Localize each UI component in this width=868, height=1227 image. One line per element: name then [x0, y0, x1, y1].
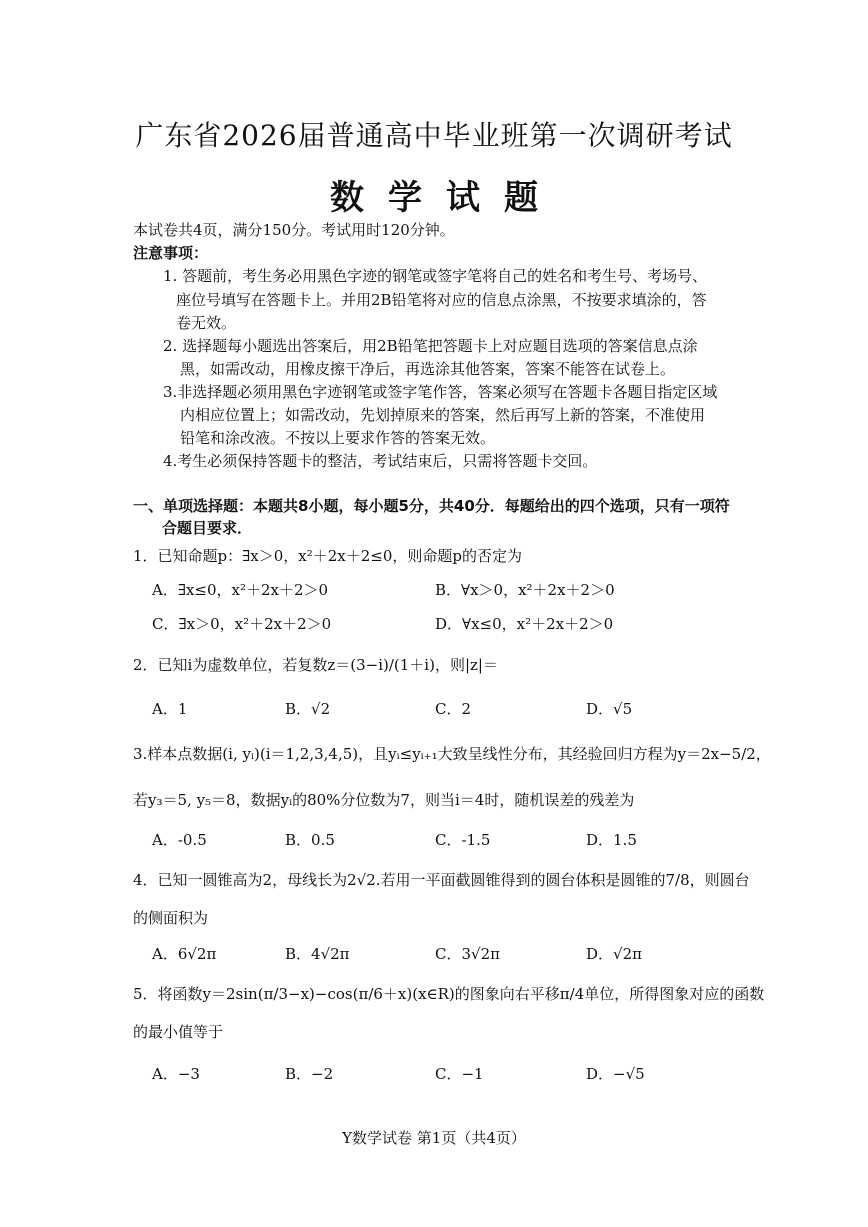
exam-title: 广东省2026届普通高中毕业班第一次调研考试 [135, 119, 733, 152]
q5-option-b: B．−2 [285, 1065, 334, 1083]
section-heading-cont: 合题目要求． [162, 519, 253, 537]
q4-option-c: C．3√2π [435, 945, 500, 963]
notice-line: 2. 选择题每小题选出答案后，用2B铅笔把答题卡上对应题目选项的答案信息点涂 [163, 337, 698, 355]
section-heading: 一、单项选择题：本题共8小题，每小题5分，共40分．每题给出的四个选项，只有一项符 [133, 497, 730, 515]
notice-line: 铅笔和涂改液。不按以上要求作答的答案无效。 [180, 429, 496, 447]
notice-line: 1. 答题前，考生务必用黑色字迹的钢笔或签字笔将自己的姓名和考生号、考场号、 [163, 267, 708, 285]
question-3-stem-cont: 若y₃＝5, y₅＝8，数据yᵢ的80%分位数为7，则当i＝4时，随机误差的残差为 [133, 791, 635, 809]
q5-option-a: A．−3 [152, 1065, 200, 1083]
q1-option-c: C．∃x＞0，x²＋2x＋2＞0 [152, 615, 332, 633]
notice-line: 黑，如需改动，用橡皮擦干净后，再选涂其他答案，答案不能答在试卷上。 [180, 360, 676, 378]
q2-option-a: A．1 [152, 700, 188, 718]
q5-option-c: C．−1 [435, 1065, 484, 1083]
page-footer: Y数学试卷 第1页（共4页） [342, 1129, 526, 1147]
subject-title: 数学试题 [330, 178, 562, 218]
notice-line: 座位号填写在答题卡上。并用2B铅笔将对应的信息点涂黑，不按要求填涂的，答 [176, 291, 707, 309]
question-5-stem-cont: 的最小值等于 [133, 1023, 224, 1041]
notice-heading: 注意事项： [133, 244, 209, 262]
notice-line: 3.非选择题必须用黑色字迹钢笔或签字笔作答，答案必须写在答题卡各题目指定区域 [163, 383, 718, 401]
q3-option-d: D．1.5 [586, 831, 637, 849]
q4-option-a: A．6√2π [152, 945, 217, 963]
question-1-stem: 1．已知命题p：∃x＞0，x²＋2x＋2≤0，则命题p的否定为 [133, 547, 523, 565]
notice-line: 4.考生必须保持答题卡的整洁，考试结束后，只需将答题卡交回。 [163, 452, 598, 470]
q2-option-b: B．√2 [285, 700, 331, 718]
notice-line: 内相应位置上；如需改动，先划掉原来的答案，然后再写上新的答案，不准使用 [180, 406, 706, 424]
q2-option-c: C．2 [435, 700, 472, 718]
q2-option-d: D．√5 [586, 700, 633, 718]
intro-text: 本试卷共4页，满分150分。考试用时120分钟。 [133, 221, 455, 239]
q3-option-b: B．0.5 [285, 831, 335, 849]
q4-option-d: D．√2π [586, 945, 642, 963]
question-3-stem: 3.样本点数据(i, yᵢ)(i＝1,2,3,4,5)，且yᵢ≤yᵢ₊₁大致呈线性分布，其经验回归方程为y＝2x−5/2， [133, 745, 771, 763]
question-4-stem-cont: 的侧面积为 [133, 909, 209, 927]
notice-line: 卷无效。 [176, 314, 237, 332]
q3-option-c: C．-1.5 [435, 831, 491, 849]
question-4-stem: 4．已知一圆锥高为2，母线长为2√2.若用一平面截圆锥得到的圆台体积是圆锥的7/8，则圆台 [133, 871, 750, 889]
question-2-stem: 2．已知i为虚数单位，若复数z＝(3−i)/(1＋i)，则|z|＝ [133, 656, 498, 674]
q3-option-a: A．-0.5 [152, 831, 207, 849]
q1-option-d: D．∀x≤0，x²＋2x＋2＞0 [435, 615, 614, 633]
q1-option-a: A．∃x≤0，x²＋2x＋2＞0 [152, 581, 329, 599]
q1-option-b: B．∀x＞0，x²＋2x＋2＞0 [435, 581, 615, 599]
question-5-stem: 5．将函数y＝2sin(π/3−x)−cos(π/6＋x)(x∈R)的图象向右平移π/4单位，所得图象对应的函数 [133, 985, 765, 1003]
q5-option-d: D．−√5 [586, 1065, 645, 1083]
q4-option-b: B．4√2π [285, 945, 350, 963]
